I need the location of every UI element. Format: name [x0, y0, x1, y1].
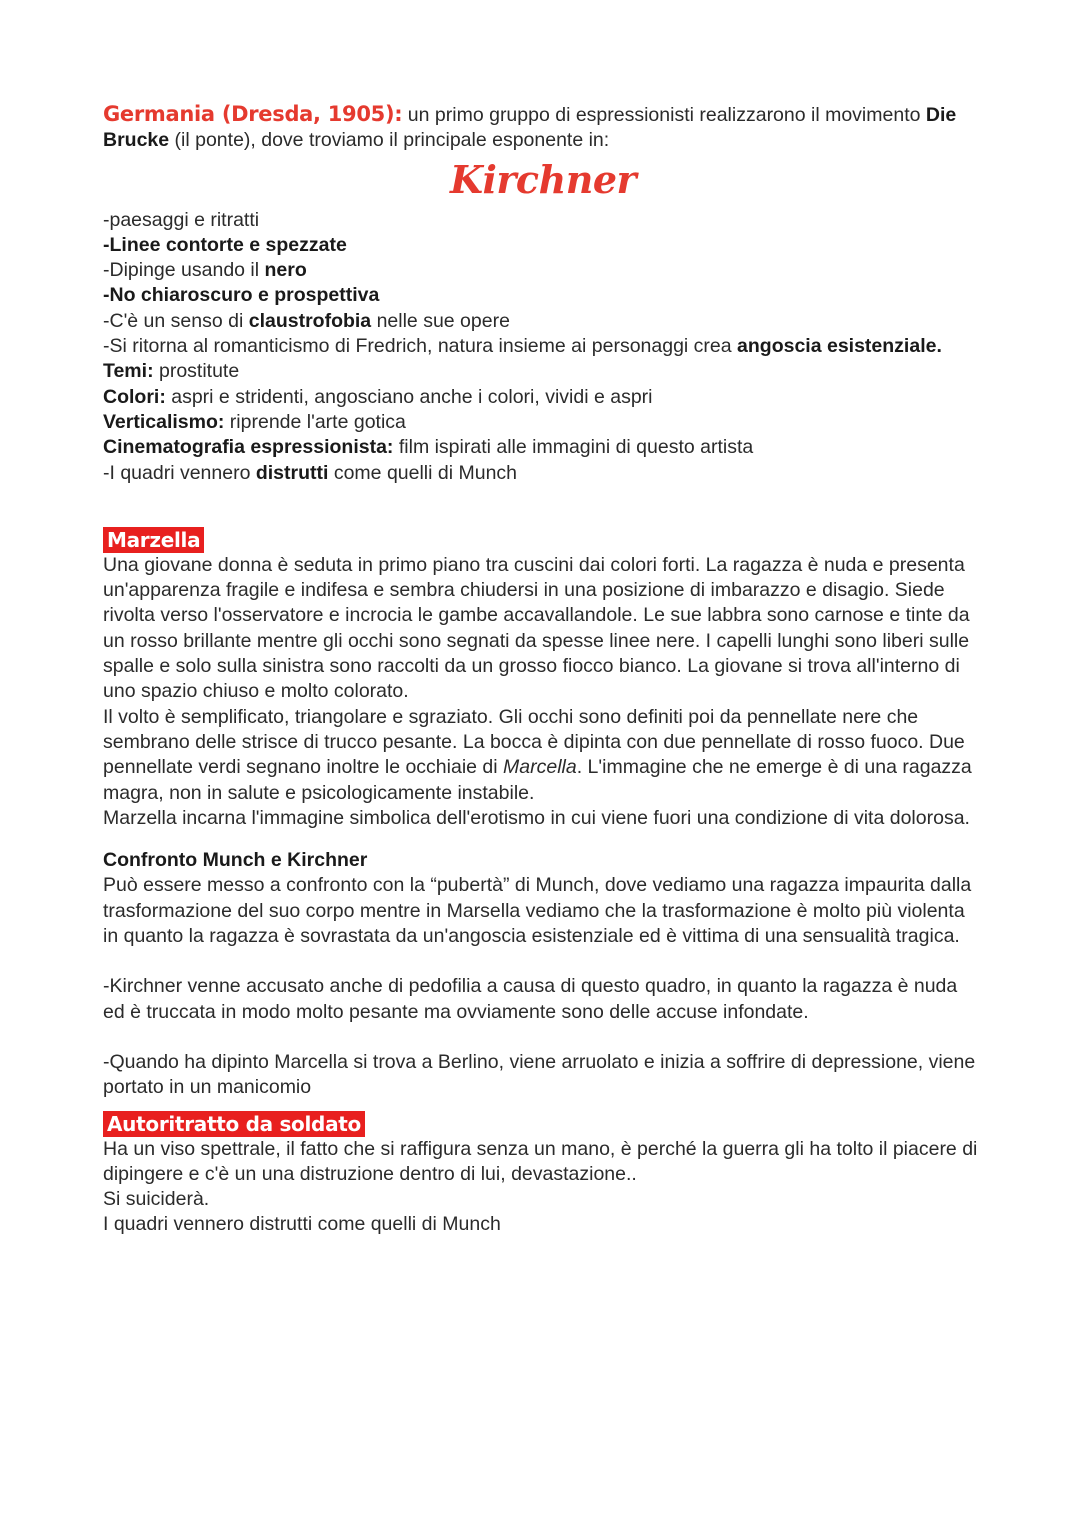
autoritratto-title: Autoritratto da soldato: [103, 1111, 365, 1137]
trait-line: -No chiaroscuro e prospettiva: [103, 284, 380, 307]
trait-line: Cinematografia espressionista: film ispirati alle immagini di questo artista: [103, 436, 754, 459]
autoritratto-paragraph-2: Si suiciderà.: [103, 1188, 210, 1211]
trait-line: Verticalismo: riprende l'arte gotica: [103, 410, 406, 433]
autoritratto-paragraph-3: I quadri vennero distrutti come quelli di Munch: [103, 1213, 501, 1236]
trait-line: -Si ritorna al romanticismo di Fredrich, natura insieme ai personaggi crea angoscia esistenziale.: [103, 335, 942, 358]
confronto-section: [103, 848, 983, 1100]
intro-text-1: un primo gruppo di espressionisti realizzarono il movimento: [402, 104, 926, 126]
intro-paragraph: [103, 102, 983, 154]
trait-line: -Linee contorte e spezzate: [103, 233, 347, 256]
marzella-paragraph-1: Una giovane donna è seduta in primo piano tra cuscini dai colori forti. La ragazza è nuda e presenta un'apparenza fragile e indifesa e sembra chiudersi in una posizione di imbarazzo e disagio. Siede rivolta verso l'osservatore e incrocia le gambe accavallandole. Le sue labbra sono carnose e tinte da un rosso brillante mentre gli occhi sono segnati da spesse linee nere. I capelli lunghi sono liberi sulle spalle e solo sulla sinistra sono raccolti da un grosso fiocco bianco. La giovane si trova all'interno di uno spazio chiuso e molto colorato.: [103, 553, 970, 703]
autoritratto-section: [103, 1111, 983, 1238]
confronto-paragraph-3: -Quando ha dipinto Marcella si trova a Berlino, viene arruolato e inizia a soffrire di depressione, viene portato in un manicomio: [103, 1050, 976, 1099]
trait-line: Colori: aspri e stridenti, angosciano anche i colori, vividi e aspri: [103, 385, 653, 408]
marzella-paragraph-2: Il volto è semplificato, triangolare e sgraziato. Gli occhi sono definiti poi da pennellate nere che sembrano delle strisce di trucco pesante. La bocca è dipinta con due pennellate di rosso fuoco. Due pennellate verdi segnano inoltre le occhiaie di Marcella. L'immagine che ne emerge è di una ragazza magra, non in salute e psicologicamente instabile.: [103, 705, 972, 804]
marzella-title: Marzella: [103, 527, 204, 553]
intro-heading: Germania (Dresda, 1905):: [103, 102, 403, 126]
trait-line: -Dipinge usando il nero: [103, 259, 307, 282]
trait-line: -paesaggi e ritratti: [103, 208, 260, 231]
traits-list: [103, 208, 983, 486]
confronto-title: Confronto Munch e Kirchner: [103, 849, 368, 872]
trait-line: -I quadri vennero distrutti come quelli di Munch: [103, 461, 518, 484]
marzella-section: [103, 527, 983, 831]
trait-line: -C'è un senso di claustrofobia nelle sue opere: [103, 309, 510, 332]
trait-line: Temi: prostitute: [103, 360, 240, 383]
intro-brucke: Brucke: [103, 129, 170, 152]
autoritratto-paragraph-1: Ha un viso spettrale, il fatto che si raffigura senza un mano, è perché la guerra gli ha tolto il piacere di dipingere e c'è un una distruzione dentro di lui, devastazione..: [103, 1137, 978, 1185]
document-content: [103, 102, 983, 1238]
confronto-paragraph-2: -Kirchner venne accusato anche di pedofilia a causa di questo quadro, in quanto la ragazza è nuda ed è truccata in modo molto pesante ma ovviamente sono delle accuse infondate.: [103, 975, 958, 1023]
intro-text-2: (il ponte), dove troviamo il principale esponente in:: [169, 129, 610, 152]
artist-name-title: Kirchner: [449, 156, 637, 202]
confronto-paragraph-1: Può essere messo a confronto con la “pubertà” di Munch, dove vediamo una ragazza impaurita dalla trasformazione del suo corpo mentre in Marsella vediamo che la trasformazione è molto più violenta in quanto la ragazza è sovrastata da un'angoscia esistenziale ed è vittima di una sensualità tragica.: [103, 874, 972, 948]
marzella-paragraph-3: Marzella incarna l'immagine simbolica dell'erotismo in cui viene fuori una condizione di vita dolorosa.: [103, 806, 970, 829]
intro-die: Die: [925, 104, 957, 126]
